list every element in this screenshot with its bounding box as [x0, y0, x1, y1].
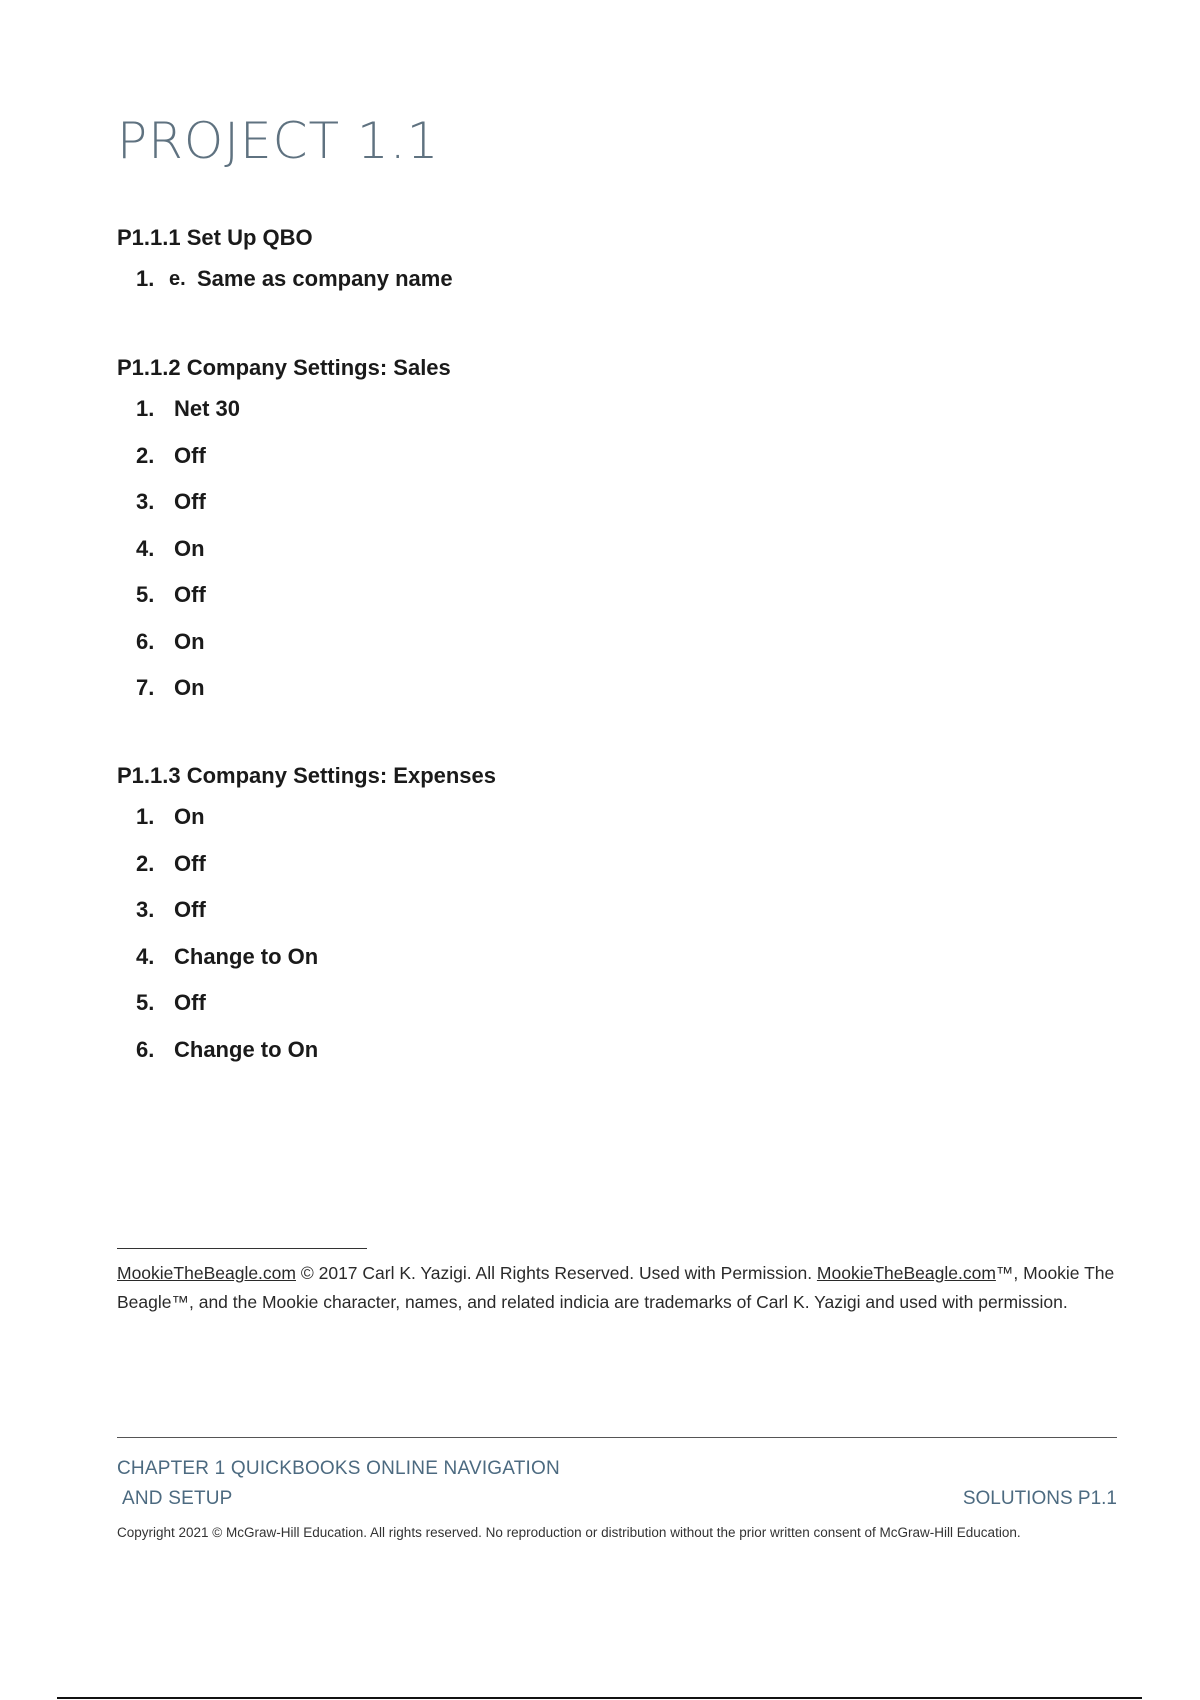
- answer-item: [117, 386, 1017, 433]
- footer-chapter-line: CHAPTER 1 QUICKBOOKS ONLINE NAVIGATION: [117, 1458, 560, 1479]
- answer-text: Off: [174, 489, 206, 514]
- answer-number: 3.: [136, 897, 155, 922]
- footnote-text: ™, Mookie The Beagle™, and the Mookie character, names, and related indicia are trademarks of Carl K. Yazigi and used with permission.: [117, 1263, 1115, 1312]
- answer-item: [117, 934, 1017, 981]
- answer-item: [117, 887, 1017, 934]
- footer-divider: [117, 1437, 1117, 1438]
- answer-text: Off: [174, 582, 206, 607]
- answer-text: On: [174, 628, 205, 654]
- footnote-text: © 2017 Carl K. Yazigi. All Rights Reserved. Used with Permission.: [295, 1263, 817, 1283]
- section-heading: P1.1.2 Company Settings: Sales: [117, 355, 451, 380]
- answer-number: 4.: [136, 535, 155, 561]
- footnote-divider: [117, 1248, 367, 1249]
- section-p1-1-1: [117, 223, 1017, 303]
- answer-number: 7.: [136, 675, 155, 700]
- answer-number: 3.: [136, 489, 155, 514]
- section-p1-1-2: [117, 353, 1017, 712]
- mookie-link[interactable]: MookieTheBeagle.com: [816, 1263, 996, 1283]
- answer-letter: e.: [169, 268, 186, 290]
- answer-item: [117, 433, 1017, 480]
- answer-number: 1.: [136, 804, 155, 829]
- answer-number: 6.: [136, 1036, 155, 1062]
- answer-text: Change to On: [174, 943, 319, 969]
- section-heading: P1.1.3 Company Settings: Expenses: [117, 763, 497, 788]
- answer-item: [117, 479, 1017, 526]
- answer-number: 2.: [136, 442, 155, 468]
- copyright-notice: Copyright 2021 © McGraw-Hill Education. All rights reserved. No reproduction or distribution without the prior written consent of McGraw-Hill Education.: [117, 1525, 1021, 1540]
- answer-text: On: [174, 535, 205, 561]
- answer-item: [117, 572, 1017, 619]
- footnote: [117, 1259, 1117, 1317]
- answer-number: 5.: [136, 990, 155, 1015]
- answer-text: On: [174, 804, 205, 829]
- page-title: PROJECT 1.1: [117, 112, 440, 170]
- footer-chapter-line: AND SETUP: [122, 1488, 233, 1509]
- answer-text: Same as company name: [197, 266, 453, 291]
- answer-number: 5.: [136, 582, 155, 607]
- answer-item: [117, 794, 1017, 841]
- answer-number: 6.: [136, 628, 155, 654]
- answer-text: Net 30: [174, 396, 241, 421]
- answer-item: [117, 980, 1017, 1027]
- answer-text: On: [174, 675, 205, 700]
- section-heading: P1.1.1 Set Up QBO: [117, 225, 313, 250]
- answer-number: 1.: [136, 266, 155, 291]
- answer-list: [117, 794, 1017, 1073]
- answer-text: Off: [174, 990, 206, 1015]
- answer-item: [117, 665, 1017, 712]
- footer-solutions-label: SOLUTIONS P1.1: [962, 1488, 1117, 1509]
- answer-number: 4.: [136, 943, 155, 969]
- answer-text: Off: [174, 897, 206, 922]
- mookie-link[interactable]: MookieTheBeagle.com: [117, 1263, 296, 1283]
- answer-number: 2.: [136, 850, 155, 876]
- answer-item: [117, 1027, 1017, 1074]
- answer-list: [117, 386, 1017, 712]
- answer-text: Change to On: [174, 1036, 319, 1062]
- section-p1-1-3: [117, 761, 1017, 1073]
- answer-item: [117, 256, 1017, 303]
- page-bottom-border: [57, 1697, 1142, 1699]
- footer-chapter-title: [117, 1454, 560, 1514]
- answer-text: Off: [174, 442, 206, 468]
- answer-item: [117, 619, 1017, 666]
- answer-number: 1.: [136, 396, 155, 421]
- answer-list: [117, 256, 1017, 303]
- answer-item: [117, 526, 1017, 573]
- answer-item: [117, 841, 1017, 888]
- answer-text: Off: [174, 850, 206, 876]
